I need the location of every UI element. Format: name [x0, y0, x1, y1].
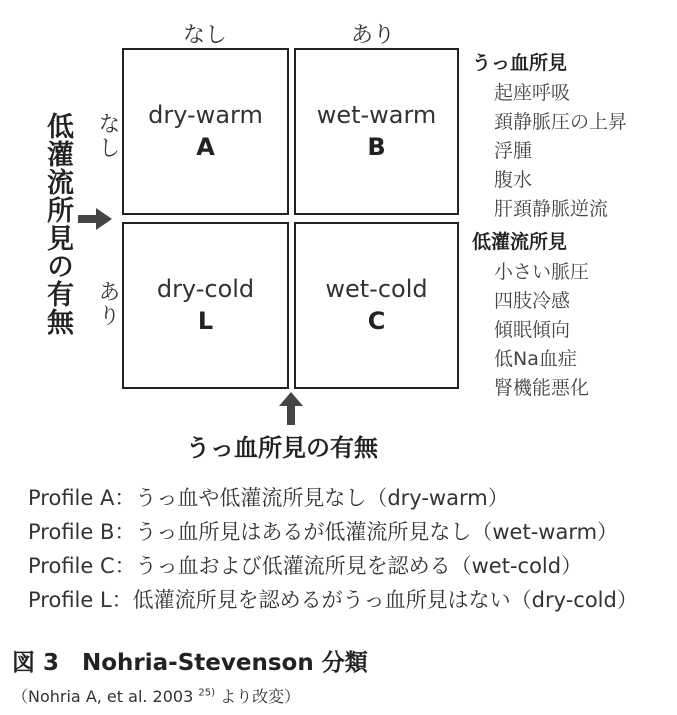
finding-item: 肝頚静脈逆流 [494, 198, 609, 220]
finding-item: 腹水 [494, 169, 533, 191]
figure-source [12, 684, 300, 707]
cell-dry-warm [122, 48, 289, 215]
cell-letter: A [196, 132, 215, 161]
cell-name: dry-cold [156, 274, 255, 303]
figure-title: 図 3 Nohria-Stevenson 分類 [12, 650, 368, 676]
source-suffix: より改変） [220, 687, 301, 706]
source-reference: 25) [198, 687, 216, 699]
finding-item: 傾眠傾向 [494, 319, 571, 341]
finding-item: 低Na血症 [494, 348, 577, 370]
profile-c-description: Profile C：うっ血および低灌流所見を認める（wet-cold） [28, 554, 583, 578]
cell-wet-cold [294, 222, 459, 389]
horizontal-axis-title: うっ血所見の有無 [186, 434, 378, 462]
finding-item: 起座呼吸 [494, 82, 571, 104]
cell-letter: B [367, 132, 386, 161]
cell-wet-warm [294, 48, 459, 215]
cell-name: wet-cold [325, 274, 428, 303]
up-arrow-icon [278, 392, 304, 426]
cell-name: dry-warm [148, 100, 263, 129]
row-label-none: なし [95, 112, 120, 160]
profile-b-description: Profile B：うっ血所見はあるが低灌流所見なし（wet-warm） [28, 520, 619, 544]
cell-letter: C [367, 306, 386, 335]
row-label-present: あり [95, 280, 120, 328]
finding-item: 小さい脈圧 [494, 261, 590, 283]
finding-item: 腎機能悪化 [494, 377, 590, 399]
profile-l-description: Profile L：低灌流所見を認めるがうっ血所見はない（dry-cold） [28, 588, 638, 612]
vertical-axis-title: 低灌流所見の有無 [42, 112, 73, 336]
finding-item: 頚静脈圧の上昇 [494, 111, 628, 133]
finding-item: 四肢冷感 [494, 290, 571, 312]
right-arrow-icon [78, 207, 114, 231]
finding-item: 浮腫 [494, 140, 533, 162]
congestion-findings-heading: うっ血所見 [472, 52, 568, 74]
column-label-present: あり [350, 23, 395, 48]
profile-a-description: Profile A：うっ血や低灌流所見なし（dry-warm） [28, 486, 509, 510]
cell-name: wet-warm [316, 100, 437, 129]
column-label-none: なし [182, 23, 227, 48]
cell-dry-cold [122, 222, 289, 389]
source-text: （Nohria A, et al. 2003 [12, 687, 194, 706]
cell-letter: L [197, 306, 214, 335]
hypoperfusion-findings-heading: 低灌流所見 [472, 231, 568, 253]
